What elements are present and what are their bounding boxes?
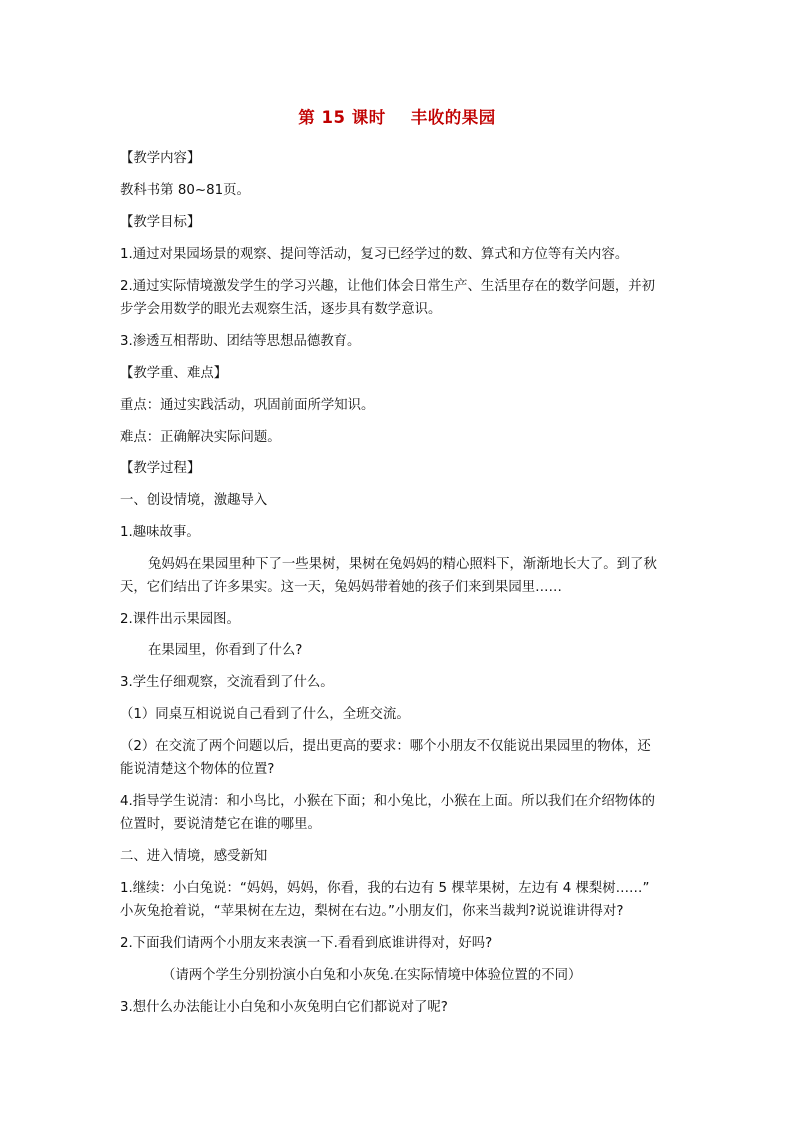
paragraph: 难点：正确解决实际问题。 <box>120 430 281 445</box>
paragraph: 2.通过实际情境激发学生的学习兴趣，让他们体会日常生产、生活里存在的数学问题，并初 <box>120 279 656 294</box>
subheading: 一、创设情境，激趣导入 <box>120 493 268 508</box>
paragraph: 能说清楚这个物体的位置? <box>120 762 275 777</box>
paragraph: 天，它们结出了许多果实。这一天，兔妈妈带着她的孩子们来到果园里…… <box>120 580 562 595</box>
section-heading-key-points: 【教学重、难点】 <box>120 366 228 381</box>
paragraph: 2.课件出示果园图。 <box>120 612 240 627</box>
paragraph: 位置时，要说清楚它在谁的哪里。 <box>120 817 321 832</box>
paragraph: （请两个学生分别扮演小白兔和小灰兔.在实际情境中体验位置的不同） <box>162 968 582 983</box>
paragraph: 兔妈妈在果园里种下了一些果树，果树在兔妈妈的精心照料下，渐渐地长大了。到了秋 <box>148 557 657 572</box>
paragraph: 2.下面我们请两个小朋友来表演一下.看看到底谁讲得对，好吗? <box>120 936 493 951</box>
paragraph: （1）同桌互相说说自己看到了什么，全班交流。 <box>120 707 410 722</box>
paragraph: 重点：通过实践活动，巩固前面所学知识。 <box>120 398 375 413</box>
paragraph: 1.继续：小白兔说：“妈妈，妈妈，你看，我的右边有 5 棵苹果树，左边有 4 棵梨树……” <box>120 881 650 896</box>
section-heading-process: 【教学过程】 <box>120 461 201 476</box>
paragraph: 1.趣味故事。 <box>120 525 200 540</box>
paragraph: 步学会用数学的眼光去观察生活，逐步具有数学意识。 <box>120 302 442 317</box>
paragraph: 3.学生仔细观察，交流看到了什么。 <box>120 675 334 690</box>
paragraph: 3.想什么办法能让小白兔和小灰兔明白它们都说对了呢? <box>120 1000 448 1015</box>
paragraph: （2）在交流了两个问题以后，提出更高的要求：哪个小朋友不仅能说出果园里的物体，还 <box>120 739 651 754</box>
paragraph: 教科书第 80~81页。 <box>120 183 250 198</box>
paragraph: 在果园里，你看到了什么? <box>148 643 303 658</box>
subheading: 二、进入情境，感受新知 <box>120 849 268 864</box>
page-title: 第 15 课时 丰收的果园 <box>298 108 496 127</box>
paragraph: 4.指导学生说清：和小鸟比，小猴在下面；和小兔比，小猴在上面。所以我们在介绍物体的 <box>120 794 656 809</box>
paragraph: 3.渗透互相帮助、团结等思想品德教育。 <box>120 334 361 349</box>
section-heading-objectives: 【教学目标】 <box>120 215 201 230</box>
paragraph: 小灰兔抢着说，“苹果树在左边，梨树在右边。”小朋友们，你来当裁判?说说谁讲得对? <box>120 904 624 919</box>
paragraph: 1.通过对果园场景的观察、提问等活动，复习已经学过的数、算式和方位等有关内容。 <box>120 247 629 262</box>
section-heading-content: 【教学内容】 <box>120 151 201 166</box>
